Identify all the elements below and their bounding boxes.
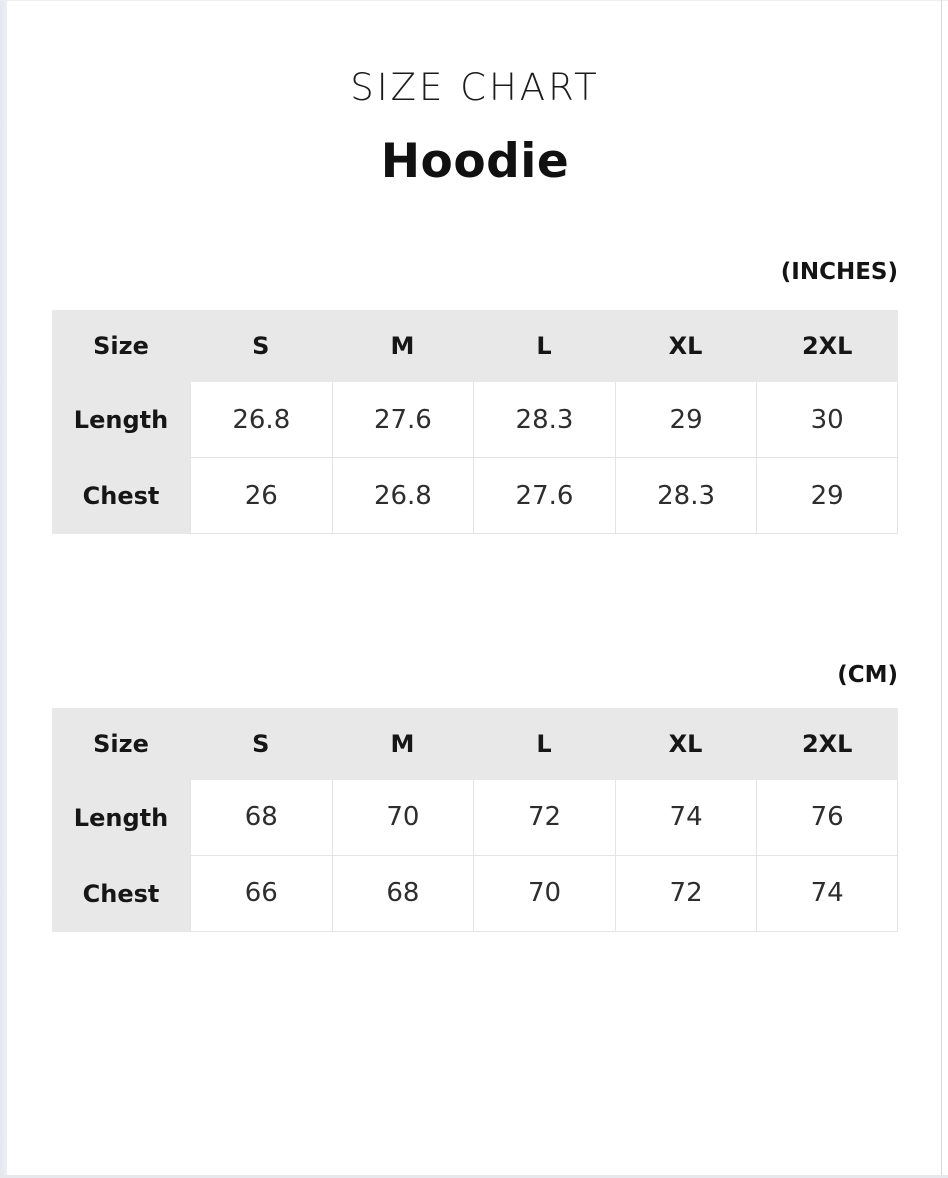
size-table-section-cm bbox=[52, 708, 898, 932]
row-label-length: Length bbox=[52, 780, 190, 856]
page-title: Hoodie bbox=[380, 134, 570, 190]
content-area bbox=[0, 66, 948, 932]
chest-value-s: 66 bbox=[190, 856, 332, 932]
length-value-l: 28.3 bbox=[473, 382, 615, 458]
chest-value-m: 68 bbox=[332, 856, 474, 932]
length-value-m: 27.6 bbox=[332, 382, 474, 458]
size-table-cm bbox=[52, 708, 898, 932]
chest-value-xl: 72 bbox=[615, 856, 757, 932]
top-edge-line bbox=[0, 0, 948, 1]
table-row-chest bbox=[52, 458, 898, 534]
col-header-size: Size bbox=[52, 708, 190, 780]
col-header-xl: XL bbox=[615, 708, 757, 780]
table-row-length bbox=[52, 382, 898, 458]
length-value-2xl: 30 bbox=[756, 382, 898, 458]
length-value-m: 70 bbox=[332, 780, 474, 856]
row-label-chest: Chest bbox=[52, 856, 190, 932]
unit-label-inches: (INCHES) bbox=[780, 258, 898, 285]
size-table-section-inches bbox=[52, 310, 898, 534]
col-header-m: M bbox=[332, 310, 474, 382]
chest-value-2xl: 74 bbox=[756, 856, 898, 932]
col-header-m: M bbox=[332, 708, 474, 780]
chest-value-xl: 28.3 bbox=[615, 458, 757, 534]
length-value-2xl: 76 bbox=[756, 780, 898, 856]
chest-value-l: 27.6 bbox=[473, 458, 615, 534]
col-header-s: S bbox=[190, 708, 332, 780]
chest-value-2xl: 29 bbox=[756, 458, 898, 534]
col-header-l: L bbox=[473, 708, 615, 780]
chest-value-l: 70 bbox=[473, 856, 615, 932]
col-header-s: S bbox=[190, 310, 332, 382]
col-header-l: L bbox=[473, 310, 615, 382]
size-table-inches bbox=[52, 310, 898, 534]
col-header-size: Size bbox=[52, 310, 190, 382]
table-row-chest bbox=[52, 856, 898, 932]
length-value-l: 72 bbox=[473, 780, 615, 856]
length-value-xl: 29 bbox=[615, 382, 757, 458]
size-table-header-row bbox=[52, 310, 898, 382]
length-value-s: 68 bbox=[190, 780, 332, 856]
length-value-s: 26.8 bbox=[190, 382, 332, 458]
page-eyebrow: SIZE CHART bbox=[350, 66, 600, 109]
table-row-length bbox=[52, 780, 898, 856]
row-label-length: Length bbox=[52, 382, 190, 458]
chest-value-s: 26 bbox=[190, 458, 332, 534]
col-header-2xl: 2XL bbox=[756, 310, 898, 382]
row-label-chest: Chest bbox=[52, 458, 190, 534]
chest-value-m: 26.8 bbox=[332, 458, 474, 534]
col-header-xl: XL bbox=[615, 310, 757, 382]
unit-label-cm: (CM) bbox=[837, 662, 898, 689]
size-table-header-row bbox=[52, 708, 898, 780]
length-value-xl: 74 bbox=[615, 780, 757, 856]
col-header-2xl: 2XL bbox=[756, 708, 898, 780]
